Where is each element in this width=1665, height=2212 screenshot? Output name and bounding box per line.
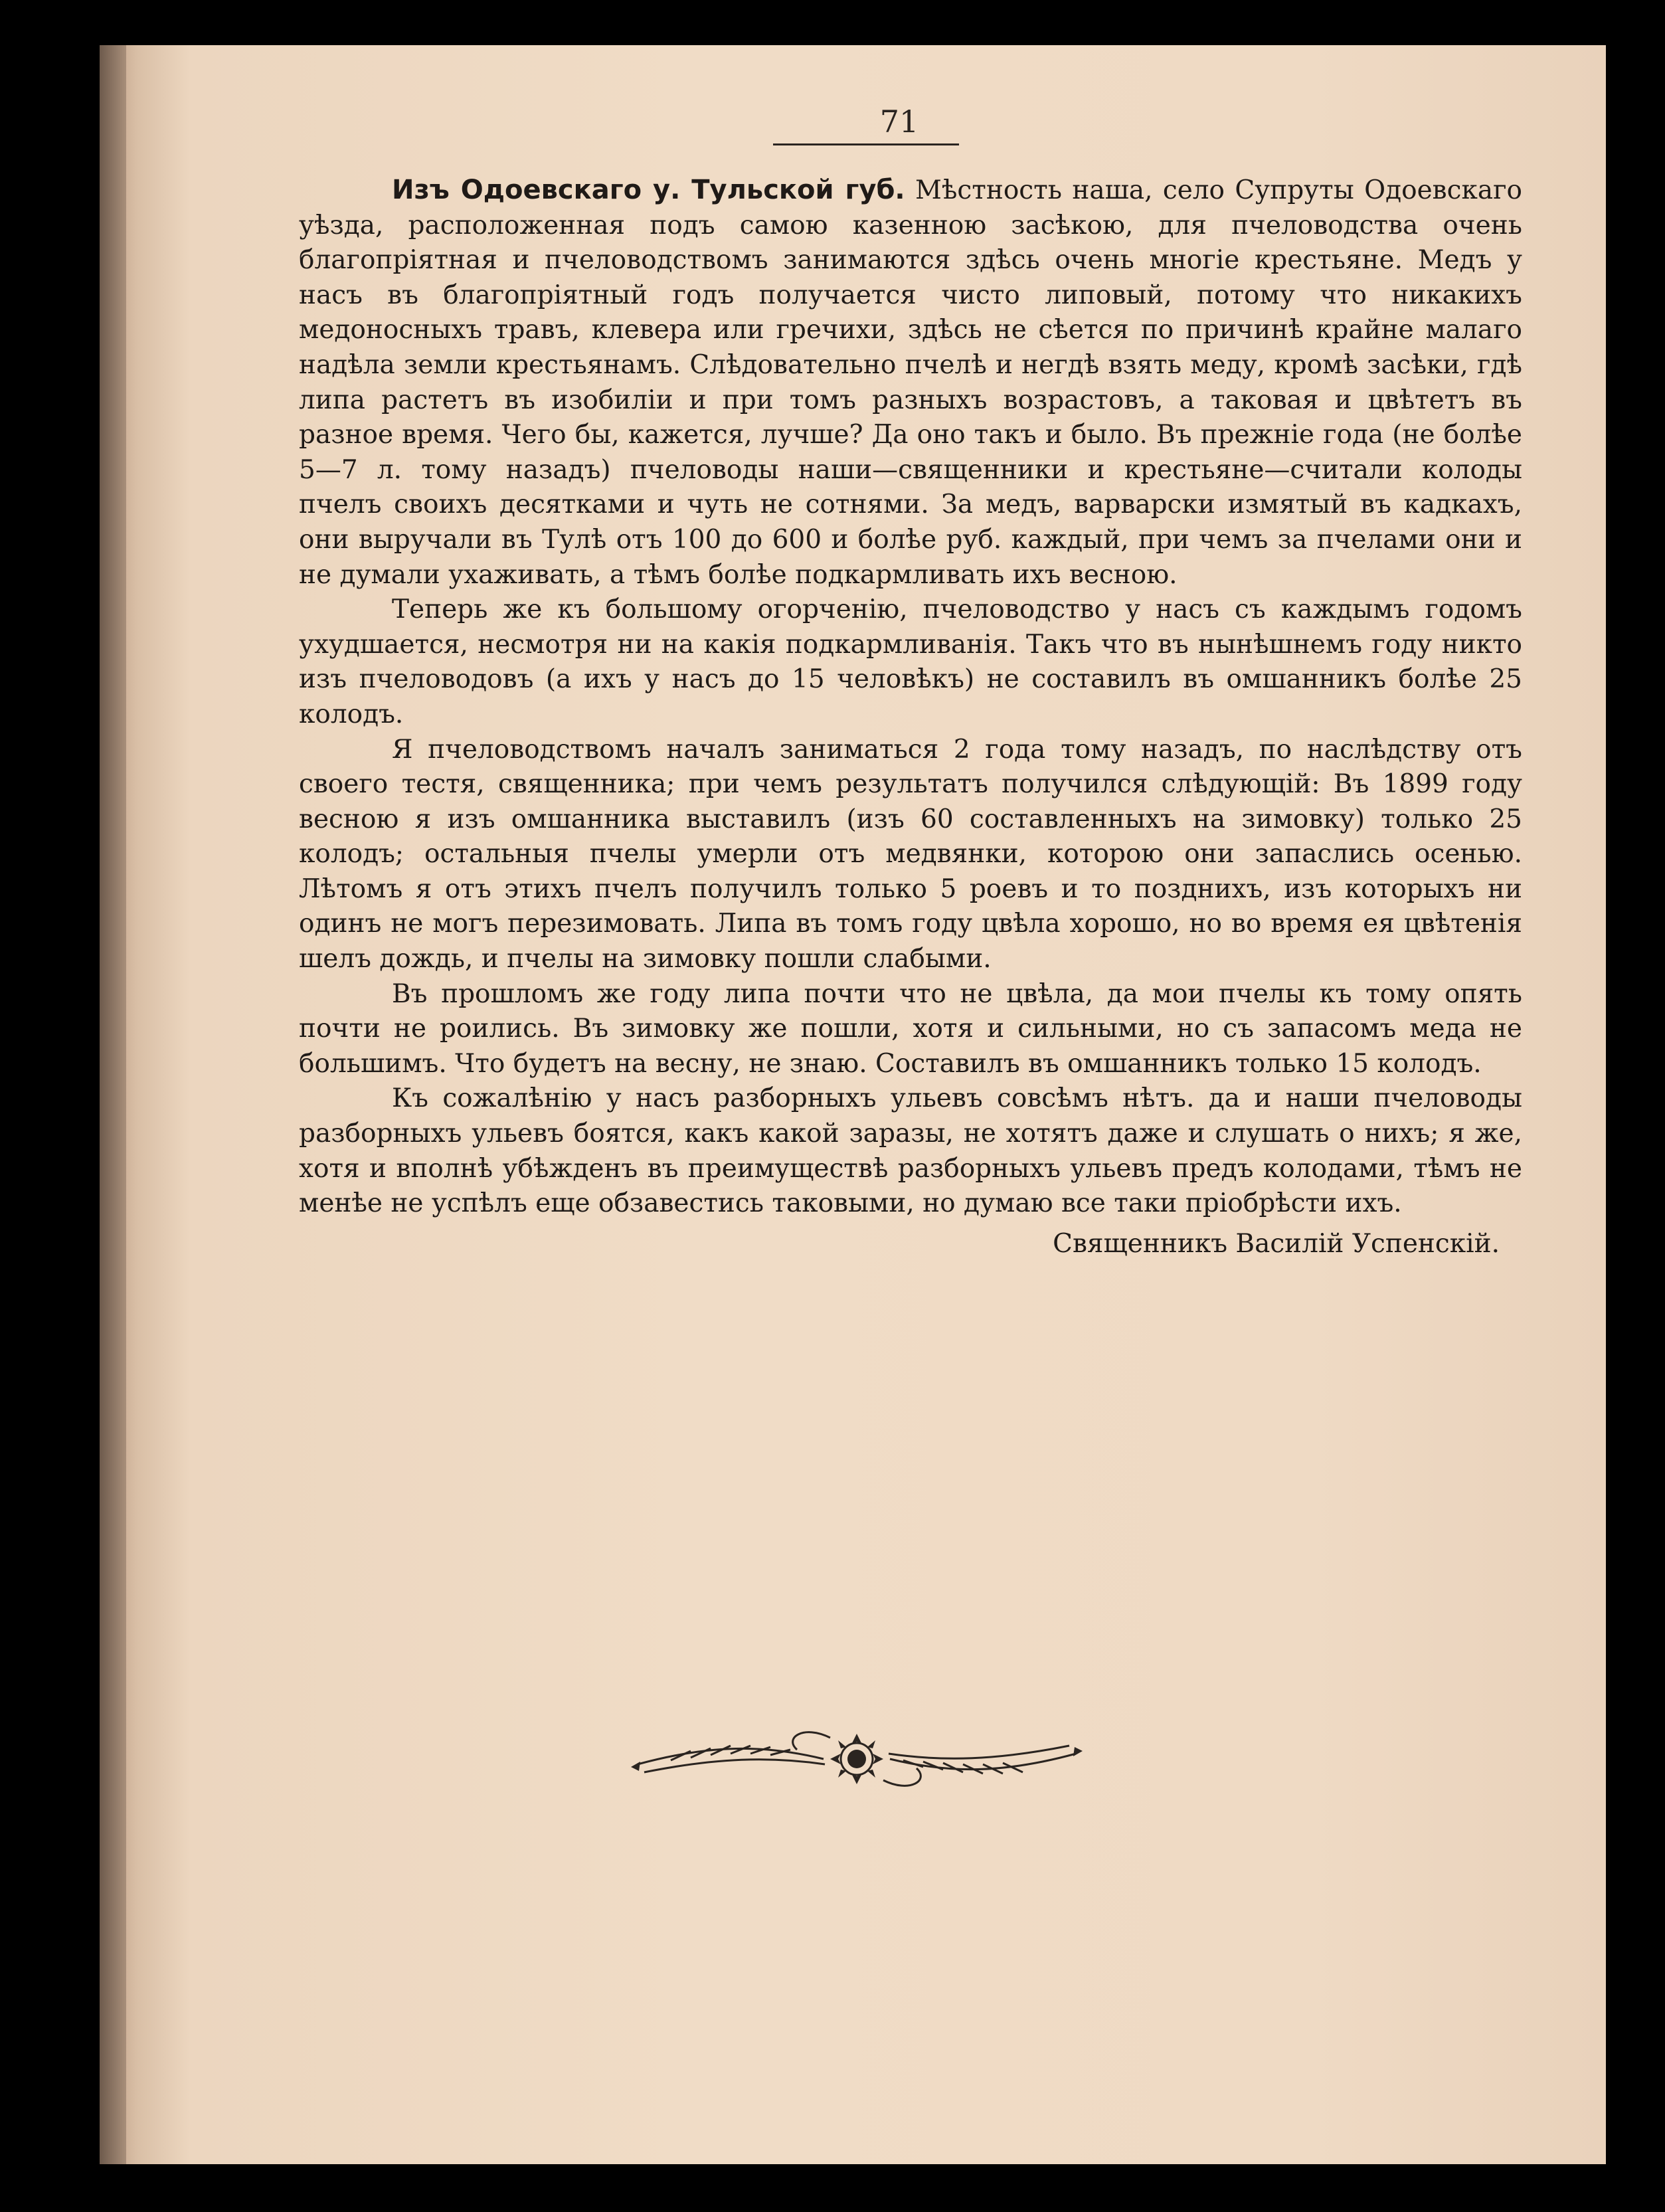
paragraph-1-text: Мѣстность наша, село Супруты Одоевскаго уѣзда, расположенная подъ самою казенною засѣкою, для пчеловодства очень благопріятная и пчеловодствомъ занимаются здѣсь очень многіе крестьяне. Медъ у насъ въ благопріятный годъ получается чисто липовый, потому что никакихъ медоносныхъ травъ, клевера или гречихи, здѣсь не сѣется по причинѣ крайне малаго надѣла земли крестьянамъ. Слѣдовательно пчелѣ и негдѣ взять меду, кромѣ засѣки, гдѣ липа растетъ въ изобиліи и при томъ разныхъ возрастовъ, а таковая и цвѣтетъ въ разное время. Чего бы, кажется, лучше? Да оно такъ и было. Въ прежніе года (не болѣе 5—7 л. тому назадъ) пчеловоды наши—священники и крестьяне—считали колоды пчелъ своихъ десятками и чуть не сотнями. За медъ, варварски измятый въ кадкахъ, они выручали въ Тулѣ отъ 100 до 600 и болѣе руб. каждый, при чемъ за пчелами они и не думали ухаживать, а тѣмъ болѣе подкармливать ихъ весною.: [299, 175, 1522, 590]
article-body: [299, 173, 1522, 1261]
page-number: 71: [879, 104, 919, 139]
signature: Священникъ Василій Успенскій.: [1053, 1228, 1500, 1259]
article-heading: Изъ Одоевскаго у. Тульской губ.: [392, 175, 905, 205]
book-spine-shadow: [100, 45, 126, 2164]
paragraph-1: [299, 173, 1522, 593]
ornament-divider-icon: [631, 1718, 1083, 1800]
paragraph-3: Я пчеловодствомъ началъ заниматься 2 года тому назадъ, по наслѣдству отъ своего тестя, священника; при чемъ результатъ получился слѣдующій: Въ 1899 году весною я изъ омшанника выставилъ (изъ 60 составленныхъ на зимовку) только 25 колодъ; остальныя пчелы умерли отъ медвянки, которою они запаслись осенью. Лѣтомъ я отъ этихъ пчелъ получилъ только 5 роевъ и то позднихъ, изъ которыхъ ни одинъ не могъ перезимовать. Липа въ томъ году цвѣла хорошо, но во время ея цвѣтенія шелъ дождь, и пчелы на зимовку пошли слабыми.: [299, 734, 1522, 974]
header-rule: [773, 143, 959, 145]
paragraph-5: Къ сожалѣнію у насъ разборныхъ ульевъ совсѣмъ нѣтъ. да и наши пчеловоды разборныхъ ульевъ боятся, какъ какой заразы, не хотятъ даже и слушать о нихъ; я же, хотя и вполнѣ убѣжденъ въ преимуществѣ разборныхъ ульевъ предъ колодами, тѣмъ не менѣе не успѣлъ еще обзавестись таковыми, но думаю все таки пріобрѣсти ихъ.: [299, 1083, 1522, 1219]
paragraph-4: Въ прошломъ же году липа почти что не цвѣла, да мои пчелы къ тому опять почти не роились. Въ зимовку же пошли, хотя и сильными, но съ запасомъ меда не большимъ. Что будетъ на весну, не знаю. Составилъ въ омшанникъ только 15 колодъ.: [299, 978, 1522, 1079]
book-page: [100, 45, 1606, 2164]
paragraph-2: Теперь же къ большому огорченію, пчеловодство у насъ съ каждымъ годомъ ухудшается, несмотря ни на какія подкармливанія. Такъ что въ нынѣшнемъ году никто изъ пчеловодовъ (а ихъ у насъ до 15 человѣкъ) не составилъ въ омшанникъ болѣе 25 колодъ.: [299, 595, 1522, 729]
